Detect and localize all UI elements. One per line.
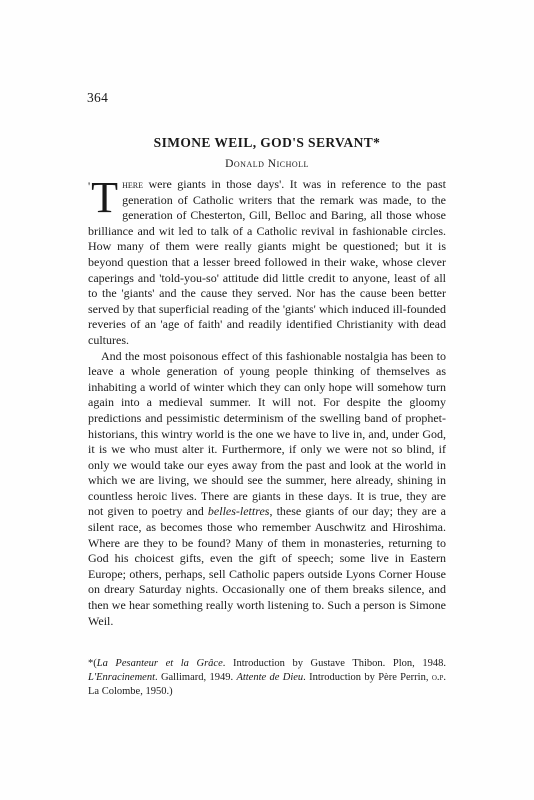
page-number: 364 <box>87 90 109 105</box>
article-body <box>88 173 447 629</box>
footnote-text <box>88 657 446 699</box>
footnote-title-2: L'Enracinement <box>88 672 155 683</box>
paragraph-2-italic: belles-lettres <box>207 504 270 519</box>
lead-small-caps: here <box>122 177 143 191</box>
footnote-title-3: Attente de Dieu <box>236 672 304 683</box>
footnote-text-2: . Gallimard, 1949. <box>154 672 237 683</box>
footnote-text-4: La Colombe, 1950.) <box>88 686 173 697</box>
paragraph-2-text-b: , these giants of our day; they are a silent race, as becomes those who remember Auschwitz and Hiroshima. Where are they to be found? Many of them in monasteries, returning to God his choicest gifts, even the gift of speech; some live in Eastern Europe; others, perhaps, sell Catholic papers outside Lyons Corner House on dreary Saturday nights. Occasionally one of them breaks silence, and then we hear something really worth listening to. Such a person is Simone Weil. <box>88 504 447 628</box>
drop-cap-block <box>88 173 119 222</box>
paragraph-1 <box>88 173 446 349</box>
paragraph-2-text-a: And the most poisonous effect of this fashionable nostalgia has been to leave a whole generation of young people thinking of themselves as inhabiting a world of winter which they can only hope will somehow turn again into a medieval summer. It will not. For despite the gloomy predictions and pessimistic determinism of the swelling band of prophet-historians, this wintry world is the one we have to live in, and, under God, it is we who must alter it. Furthermore, if only we were not so blind, if only we would take our eyes away from the past and look at the world in which we are living, we should see the summer, here already, shining in countless heroic lives. There are giants in these days. It is true, they are not given to poetry and <box>88 348 446 519</box>
article-title: SIMONE WEIL, GOD'S SERVANT* <box>153 135 381 150</box>
paragraph-2 <box>88 349 446 630</box>
footnote-marker: *( <box>88 658 97 669</box>
footnote-title-1: La Pesanteur et la Grâce <box>96 658 223 669</box>
footnote <box>88 657 446 699</box>
footnote-op: o.p. <box>431 672 447 683</box>
drop-cap: T <box>91 173 119 222</box>
footnote-text-3: . Introduction by Père Perrin, <box>303 672 432 683</box>
article-author: Donald Nicholl <box>225 158 309 170</box>
paragraph-1-text: were giants in those days'. It was in reference to the past generation of Catholic writers that the remark was made, to the generation of Chesterton, Gill, Belloc and Baring, all those whose brilliance and wit led to talk of a Catholic revival in fashionable circles. How many of them were really giants might be questioned; but it is beyond question that a lesser breed followed in their wake, whose clever caperings and 'told-you-so' attitude did little credit to anyone, least of all to the 'giants' and the cause they served. Nor has the cause been better served by that superficial reading of the 'giants' which induced ill-founded reveries of an 'age of faith' and readily identified Christianity with dead cultures. <box>88 177 446 347</box>
opening-quote: ' <box>88 179 91 193</box>
footnote-text-1: . Introduction by Gustave Thibon. Plon, 1948. <box>222 658 446 669</box>
